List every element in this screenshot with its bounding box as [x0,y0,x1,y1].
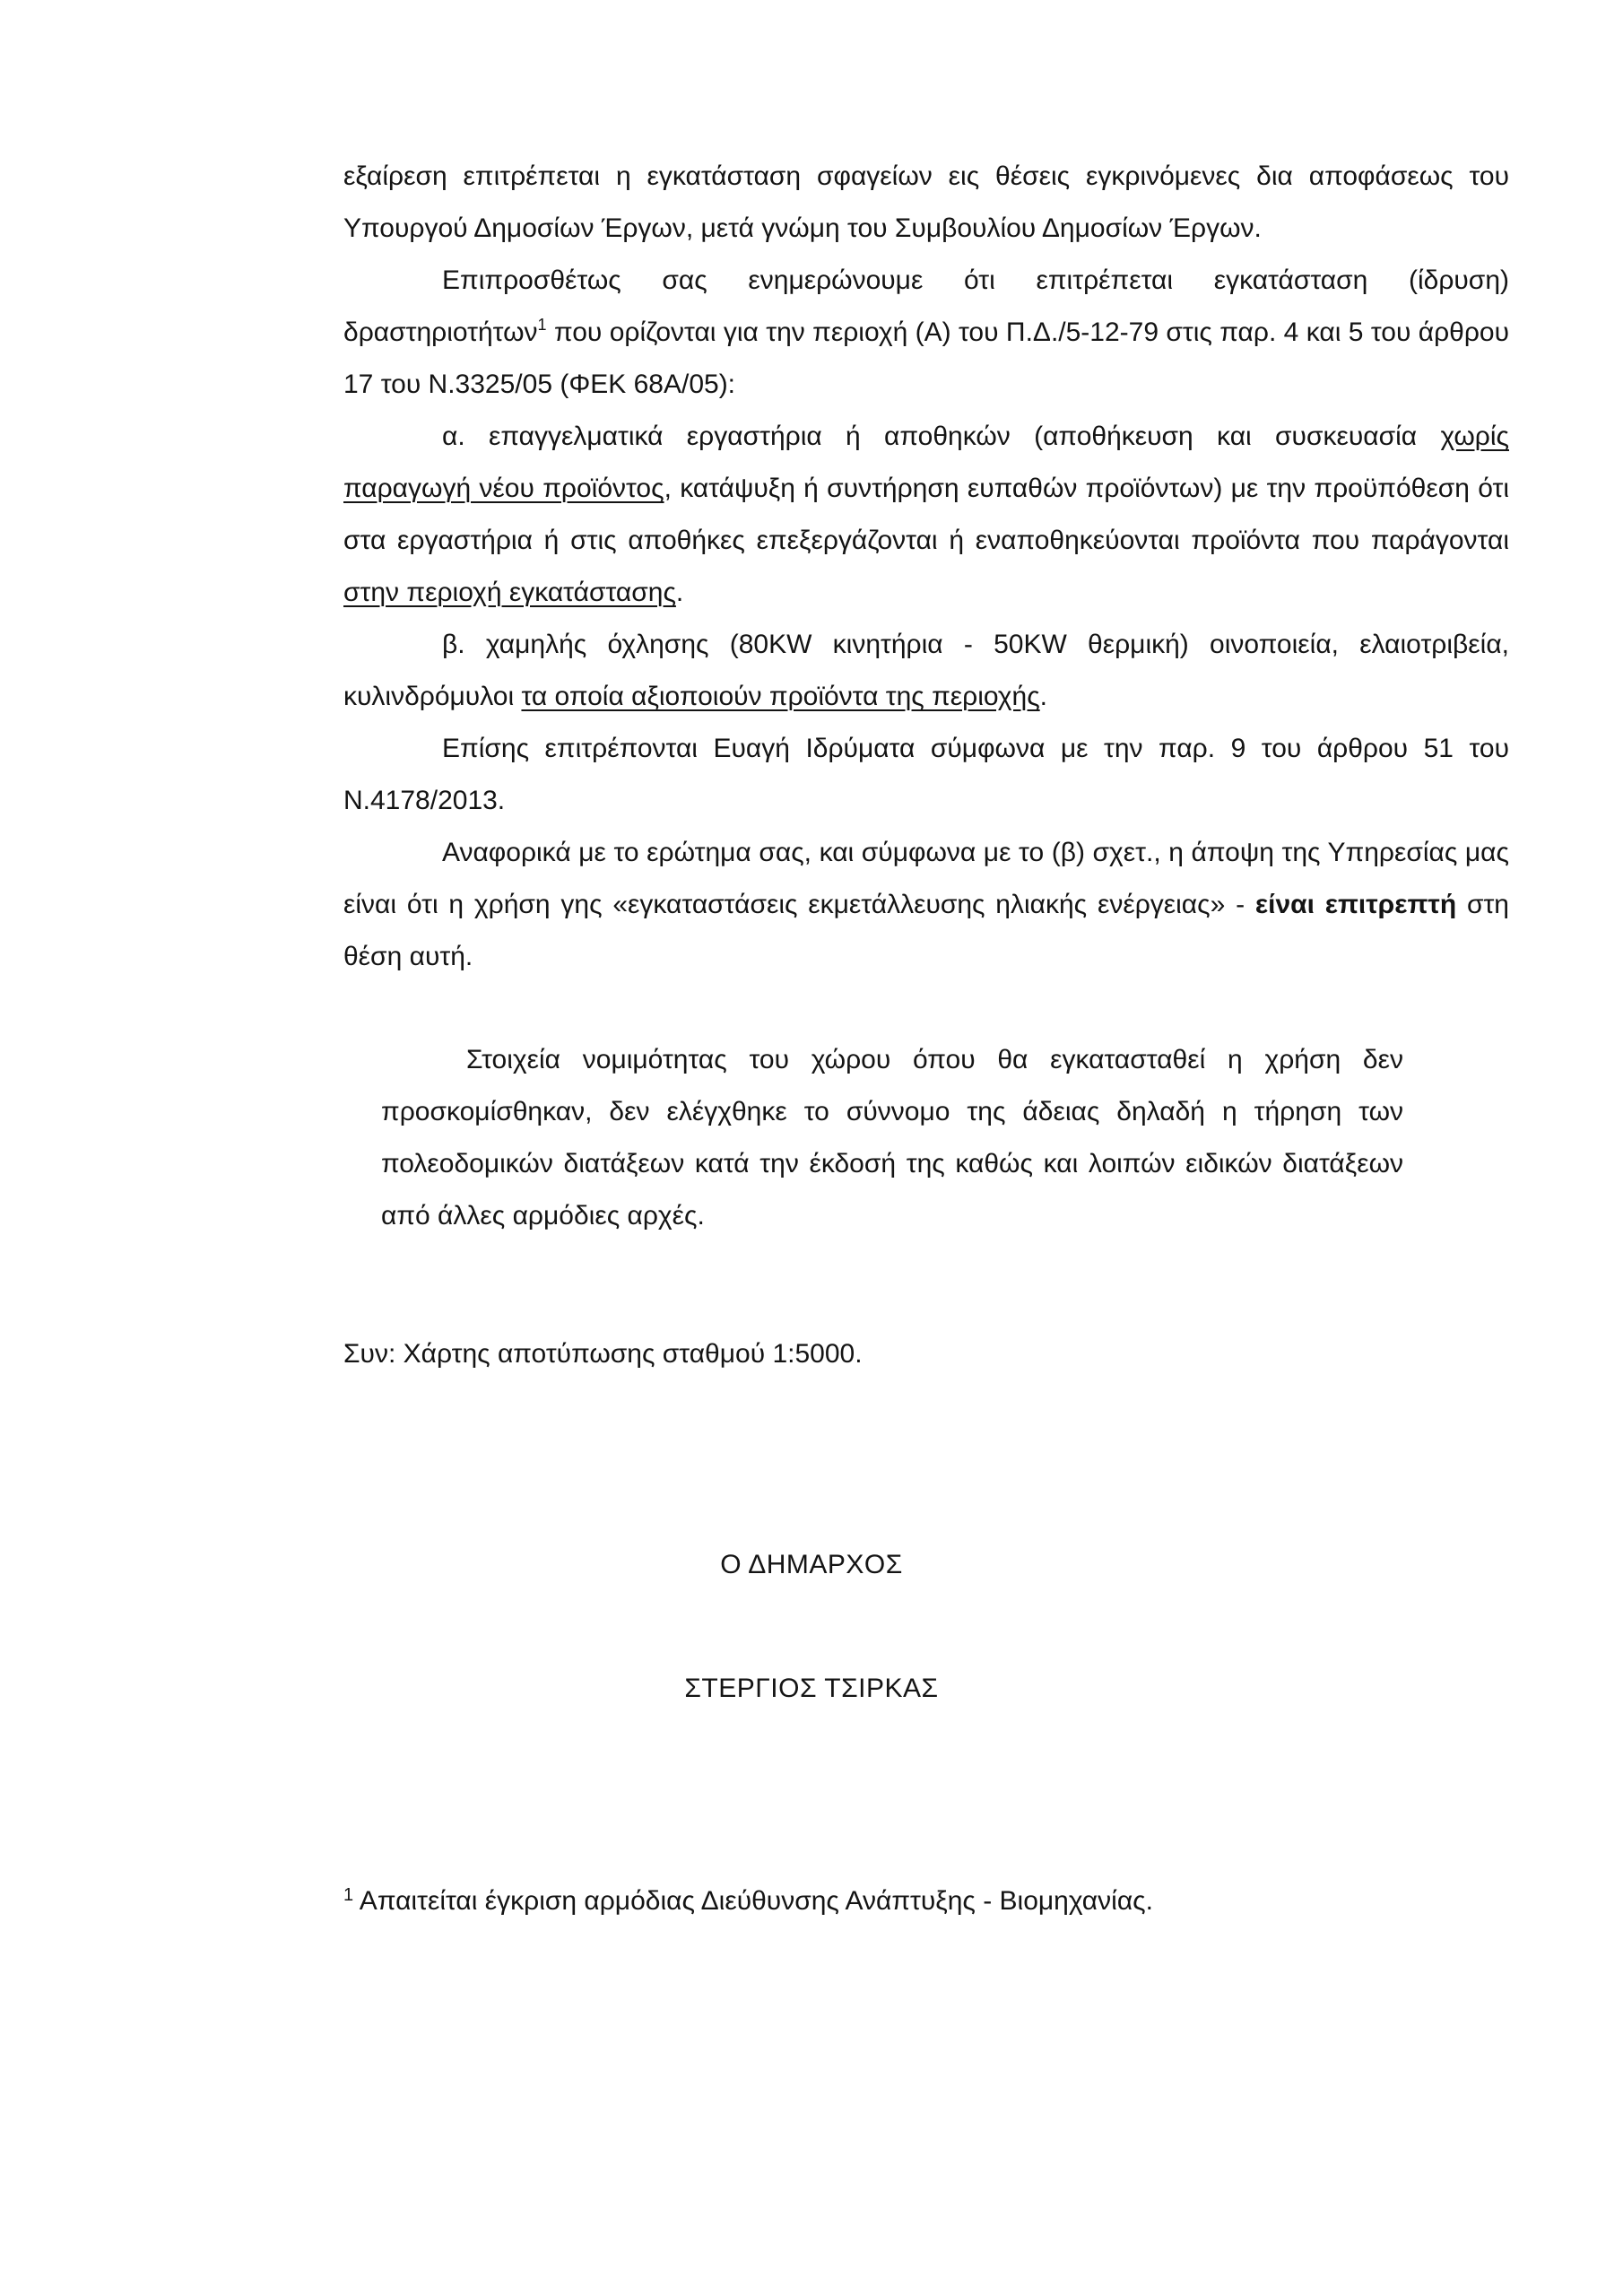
underlined-text: τα οποία αξιοποιούν προϊόντα της περιοχής [521,682,1040,711]
bold-verdict: είναι επιτρεπτή [1254,890,1457,919]
paragraph-additionally [343,255,1509,411]
underlined-text: στην περιοχή εγκατάστασης [343,578,676,607]
paragraph-text: Επιπροσθέτως σας ενημερώνουμε ότι επιτρέπεται εγκατάσταση (ίδρυση) δραστηριοτήτων [343,265,1509,347]
footnote-reference[interactable]: 1 [537,316,547,334]
list-item-a [343,411,1509,619]
paragraph-text: Επίσης επιτρέπονται Ευαγή Ιδρύματα σύμφωνα με την παρ. 9 του άρθρου 51 του Ν.4178/2013. [343,734,1509,815]
paragraph-text: Στοιχεία νομιμότητας του χώρου όπου θα εγκατασταθεί η χρήση δεν προσκομίσθηκαν, δεν ελέγχθηκε το σύννομο της άδειας δηλαδή η τήρηση των πολεοδομικών διατάξεων κατά την έκδοσή της καθώς και λοιπών ειδικών διατάξεων από άλλες αρμόδιες αρχές. [381,1045,1403,1231]
paragraph-opinion [343,827,1509,983]
paragraph-text: που ορίζονται για την περιοχή (Α) του Π.Δ./5-12-79 στις παρ. 4 και 5 του άρθρου 17 του Ν.3325/05 (ΦΕΚ 68Α/05): [343,317,1509,399]
paragraph-text: , κατάψυξη ή συντήρηση ευπαθών προϊόντων) με την προϋπόθεση ότι στα εργαστήρια ή στις αποθήκες επεξεργάζονται ή εναποθηκεύονται προϊόντα που παράγονται [343,474,1509,555]
paragraph-continuation [343,151,1509,255]
list-item-b [343,619,1509,723]
paragraph-text: β. χαμηλής όχλησης (80KW κινητήρια - 50KW θερμική) οινοποιεία, ελαιοτριβεία, κυλινδρόμυλοι [343,630,1509,711]
attachment-note: Συν: Χάρτης αποτύπωσης σταθμού 1:5000. [343,1339,863,1369]
paragraph-disclaimer [381,1034,1403,1242]
signatory-name: ΣΤΕΡΓΙΟΣ ΤΣΙΡΚΑΣ [684,1674,939,1703]
footnote [343,1883,1153,1919]
paragraph-text: . [675,578,684,607]
paragraph-text: εξαίρεση επιτρέπεται η εγκατάσταση σφαγείων εις θέσεις εγκρινόμενες δια αποφάσεως του Υπουργού Δημοσίων Έργων, μετά γνώμη του Συμβουλίου Δημοσίων Έργων. [343,161,1509,243]
paragraph-text: στη θέση αυτή. [343,890,1509,971]
footnote-text: Απαιτείται έγκριση αρμόδιας Διεύθυνσης Ανάπτυξης - Βιομηχανίας. [353,1886,1153,1916]
disclaimer-block [381,1034,1403,1242]
document-body [343,151,1509,983]
footnote-marker: 1 [343,1885,354,1905]
paragraph-text: . [1039,682,1048,711]
paragraph-text: Αναφορικά με το ερώτημα σας, και σύμφωνα με το (β) σχετ., η άποψη της Υπηρεσίας μας είναι ότι η χρήση γης «εγκαταστάσεις εκμετάλλευσης ηλιακής ενέργειας» - [343,838,1509,919]
signatory-title: Ο ΔΗΜΑΡΧΟΣ [720,1550,903,1579]
paragraph-text: α. επαγγελματικά εργαστήρια ή αποθηκών (αποθήκευση και συσκευασία [442,422,1441,451]
underlined-text: χωρίς παραγωγή νέου προϊόντος [343,422,1509,503]
paragraph-charitable-foundations [343,723,1509,827]
